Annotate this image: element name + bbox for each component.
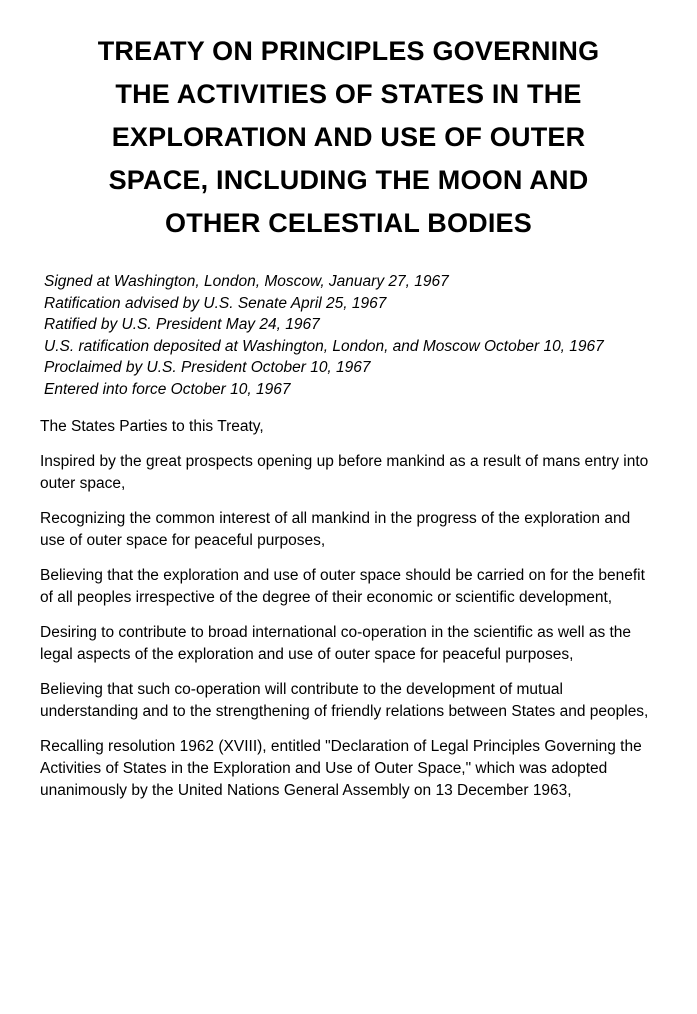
title-line: EXPLORATION AND USE OF OUTER — [111, 122, 586, 152]
senate-advice-date: Ratification advised by U.S. Senate April 25, 1967 — [44, 294, 387, 312]
preamble-paragraph: Believing that such co-operation will contribute to the development of mutual understanding and to the strengthening of friendly relations between States and peoples, — [40, 681, 649, 720]
proclaimed-date: Proclaimed by U.S. President October 10, 1967 — [44, 359, 371, 376]
treaty-history — [44, 271, 657, 400]
preamble-paragraph: Inspired by the great prospects opening up before mankind as a result of mans entry into outer space, — [40, 453, 649, 492]
title-line: SPACE, INCLUDING THE MOON AND — [108, 165, 589, 195]
preamble-paragraph: Believing that the exploration and use of outer space should be carried on for the benefit of all peoples irrespective of the degree of their economic or scientific development, — [40, 567, 645, 606]
title-line: THE ACTIVITIES OF STATES IN THE — [115, 79, 582, 109]
ratified-date: Ratified by U.S. President May 24, 1967 — [44, 316, 320, 333]
title-line: TREATY ON PRINCIPLES GOVERNING — [97, 36, 600, 66]
preamble-paragraph: Desiring to contribute to broad international co-operation in the scientific as well as the legal aspects of the exploration and use of outer space for peaceful purposes, — [40, 624, 632, 663]
document-title — [40, 30, 657, 245]
title-line: OTHER CELESTIAL BODIES — [165, 208, 532, 238]
preamble-paragraph: Recognizing the common interest of all mankind in the progress of the exploration and use of outer space for peaceful purposes, — [40, 510, 631, 549]
preamble-intro: The States Parties to this Treaty, — [40, 418, 264, 435]
signed-date: Signed at Washington, London, Moscow, January 27, 1967 — [44, 273, 449, 290]
entry-into-force-date: Entered into force October 10, 1967 — [44, 380, 291, 398]
ratification-deposited-date: U.S. ratification deposited at Washington, London, and Moscow October 10, 1967 — [44, 337, 604, 355]
preamble-paragraph: Recalling resolution 1962 (XVIII), entitled "Declaration of Legal Principles Governing the Activities of States in the Exploration and Use of Outer Space," which was adopted unanimously by the United Nations General Assembly on 13 December 1963, — [40, 738, 642, 799]
